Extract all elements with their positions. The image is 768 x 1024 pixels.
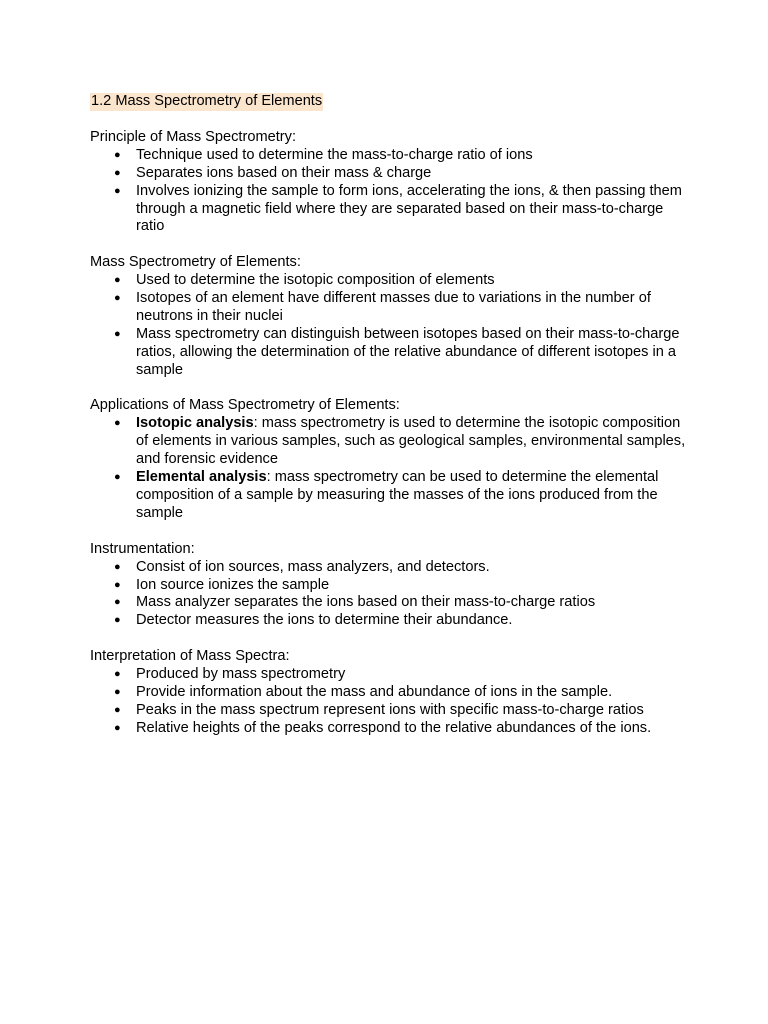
- bullet-icon: ●: [114, 596, 121, 609]
- bullet-icon: ●: [114, 685, 121, 698]
- list-item-text: Mass spectrometry can distinguish between isotopes based on their mass-to-charge ratios, allowing the determination of the relative abundance of different isotopes in a sample: [136, 325, 680, 378]
- list-item: [90, 612, 690, 630]
- section-principle: [90, 129, 690, 236]
- list-item-term: Isotopic analysis: [136, 415, 254, 432]
- list-item-text: Separates ions based on their mass & charge: [136, 164, 432, 181]
- list-item: [90, 183, 690, 237]
- list-item: [90, 415, 690, 469]
- list-item: [90, 720, 690, 738]
- list-item: [90, 559, 690, 577]
- bullet-icon: ●: [114, 148, 121, 161]
- list-item-text: Involves ionizing the sample to form ions, accelerating the ions, & then passing them through a magnetic field where they are separated based on their mass-to-charge ratio: [136, 182, 682, 235]
- list-item: [90, 326, 690, 380]
- section-interpretation: [90, 648, 690, 738]
- list-item-text: Technique used to determine the mass-to-charge ratio of ions: [136, 146, 533, 163]
- list-item-text: Ion source ionizes the sample: [136, 576, 330, 593]
- section-heading: Applications of Mass Spectrometry of Elements:: [90, 397, 400, 414]
- list-item-term: Elemental analysis: [136, 469, 267, 486]
- bullet-list: [90, 666, 690, 738]
- bullet-icon: ●: [114, 703, 121, 716]
- bullet-list: [90, 559, 690, 631]
- bullet-icon: ●: [114, 417, 121, 430]
- section-applications: [90, 397, 690, 522]
- list-item-text: : mass spectrometry can be used to determine the elemental composition of a sample by measuring the masses of the ions produced from the sample: [136, 469, 659, 521]
- bullet-icon: ●: [114, 166, 121, 179]
- list-item-text: Mass analyzer separates the ions based on their mass-to-charge ratios: [136, 594, 596, 611]
- section-instrumentation: [90, 541, 690, 631]
- list-item-text: Provide information about the mass and abundance of ions in the sample.: [136, 683, 613, 700]
- section-mass-spec-elements: [90, 254, 690, 379]
- bullet-list: [90, 272, 690, 379]
- bullet-list: [90, 147, 690, 237]
- list-item: [90, 272, 690, 290]
- section-heading: Interpretation of Mass Spectra:: [90, 648, 290, 665]
- list-item: [90, 666, 690, 684]
- bullet-icon: ●: [114, 184, 121, 197]
- bullet-list: [90, 415, 690, 522]
- list-item-text: Produced by mass spectrometry: [136, 666, 346, 683]
- bullet-icon: ●: [114, 327, 121, 340]
- bullet-icon: ●: [114, 560, 121, 573]
- list-item: [90, 594, 690, 612]
- section-heading: Instrumentation:: [90, 540, 195, 557]
- section-heading: Principle of Mass Spectrometry:: [90, 128, 297, 145]
- bullet-icon: ●: [114, 274, 121, 287]
- list-item-text: : mass spectrometry is used to determine the isotopic composition of elements in various samples, such as geological samples, environmental samples, and forensic evidence: [136, 415, 686, 468]
- list-item: [90, 165, 690, 183]
- list-item: [90, 684, 690, 702]
- list-item: [90, 147, 690, 165]
- list-item-text: Consist of ion sources, mass analyzers, and detectors.: [136, 558, 490, 575]
- bullet-icon: ●: [114, 668, 121, 681]
- bullet-icon: ●: [114, 471, 121, 484]
- section-heading: Mass Spectrometry of Elements:: [90, 254, 301, 271]
- list-item-text: Isotopes of an element have different masses due to variations in the number of neutrons in their nuclei: [136, 290, 651, 324]
- document-title: 1.2 Mass Spectrometry of Elements: [91, 93, 323, 109]
- list-item-text: Detector measures the ions to determine their abundance.: [136, 612, 513, 629]
- bullet-icon: ●: [114, 614, 121, 627]
- list-item: [90, 577, 690, 595]
- bullet-icon: ●: [114, 578, 121, 591]
- list-item: [90, 290, 690, 326]
- bullet-icon: ●: [114, 721, 121, 734]
- list-item: [90, 702, 690, 720]
- list-item-text: Used to determine the isotopic composition of elements: [136, 272, 495, 289]
- list-item-text: Relative heights of the peaks correspond to the relative abundances of the ions.: [136, 719, 652, 736]
- document-page: [90, 93, 690, 756]
- list-item-text: Peaks in the mass spectrum represent ions with specific mass-to-charge ratios: [136, 701, 644, 718]
- bullet-icon: ●: [114, 292, 121, 305]
- list-item: [90, 469, 690, 523]
